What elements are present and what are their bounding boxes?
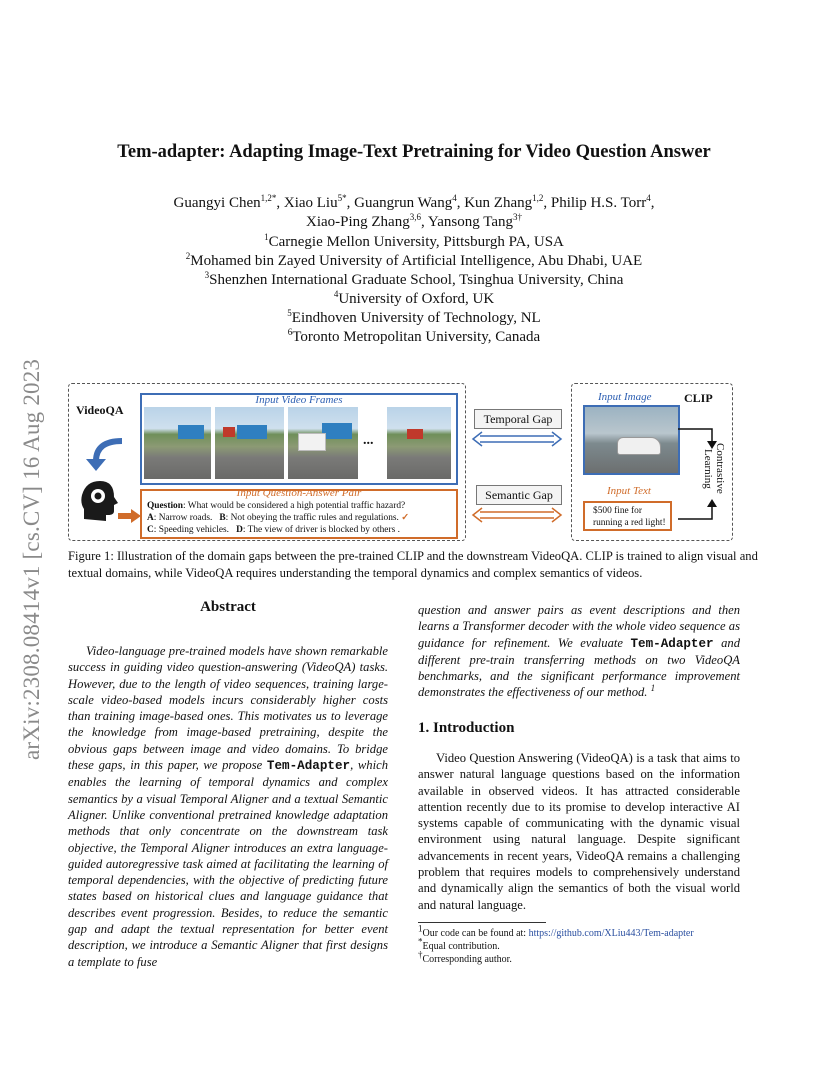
truck-shape xyxy=(322,423,352,439)
option-key: C xyxy=(147,524,154,535)
aff-sup: 6 xyxy=(287,327,293,337)
truck-cab-shape xyxy=(407,429,423,439)
input-text-label: Input Text xyxy=(607,485,651,497)
qa-pair-label: Input Question-Answer Pair xyxy=(236,487,362,499)
question-text: : What would be considered a high potential traffic hazard? xyxy=(182,501,406,511)
check-icon: ✓ xyxy=(401,512,410,523)
aff-text: Carnegie Mellon University, Pittsburgh PA, USA xyxy=(268,234,564,250)
semantic-gap-arrow xyxy=(470,507,564,523)
affiliation xyxy=(60,328,768,347)
videoqa-label: VideoQA xyxy=(76,403,124,417)
author-sup: 5* xyxy=(337,193,347,203)
abstract-left-column xyxy=(68,643,388,970)
abstract-text: and different pre-train transferring methods on two VideoQA benchmarks, and the significant performance improvement demonstrates the effectiveness of our method. xyxy=(418,635,740,700)
aff-sup: 3 xyxy=(204,270,210,280)
arrow-right-icon xyxy=(118,509,142,523)
option-key: B xyxy=(219,512,226,523)
introduction-heading: 1. Introduction xyxy=(418,720,515,736)
abstract-heading: Abstract xyxy=(200,599,256,615)
author-name: , Guangrun Wang xyxy=(346,195,453,211)
code-link[interactable]: https://github.com/XLiu443/Tem-adapter xyxy=(528,928,694,939)
question-key: Question xyxy=(147,501,183,511)
car-shape xyxy=(617,437,661,455)
footnote-mark: † xyxy=(418,949,423,960)
footnote-text: Equal contribution. xyxy=(422,941,500,952)
author-sup: 1,2 xyxy=(532,193,544,203)
truck-cab-shape xyxy=(223,427,235,437)
contrastive-word: Contrastive xyxy=(714,443,726,494)
footnote-text: Our code can be found at: xyxy=(422,928,529,939)
abstract-right-column xyxy=(418,602,740,701)
head-brain-icon xyxy=(78,479,118,523)
qa-text xyxy=(147,501,453,536)
abstract-text: , which enables the learning of temporal dynamics and complex semantics by a visual Temporal Aligner and a textual Semantic Aligner. Unlike conventional pretrained knowledge adaptation methods that only concentrate on the downstream task objective, the Temporal Aligner introduces an extra language-guided autoregressive task aimed at facilitating the learning of temporal dependencies, with the objective of predicting future states based on historical clues and language guidance that describes event progression. Besides, to reduce the semantic gap and adapt the textual representation for better event description, we introduce a Semantic Aligner that first designs a template to fuse xyxy=(68,758,388,969)
figure-caption: Figure 1: Illustration of the domain gaps between the pre-trained CLIP and the downstream VideoQA. CLIP is trained to align visual and textual domains, while VideoQA requires understanding the temporal dynamics and complex semantics of videos. xyxy=(68,549,758,580)
aff-text: Eindhoven University of Technology, NL xyxy=(291,310,541,326)
author-name: Guangyi Chen xyxy=(173,195,261,211)
option-text: : Narrow roads. xyxy=(153,512,213,523)
clip-label: CLIP xyxy=(684,391,713,405)
text-line: running a red light! xyxy=(593,518,666,528)
aff-text: University of Oxford, UK xyxy=(338,291,495,307)
option-text: : Not obeying the traffic rules and regulations. xyxy=(225,512,399,523)
author-sup: 3,6 xyxy=(409,212,421,222)
footnote-rule xyxy=(418,922,546,923)
option-text: : The view of driver is blocked by others . xyxy=(242,524,400,535)
footnote-mark: 1 xyxy=(418,923,423,934)
aff-text: Toronto Metropolitan University, Canada xyxy=(292,329,541,345)
author-sup: 4 xyxy=(646,193,651,203)
contrastive-learning-label xyxy=(702,443,726,494)
frames-ellipsis: ... xyxy=(363,433,374,448)
footnote-corresponding xyxy=(418,949,512,966)
footnote-text: Corresponding author. xyxy=(422,954,512,965)
input-image xyxy=(583,405,680,475)
learning-word: Learning xyxy=(702,449,714,489)
aff-text: Mohamed bin Zayed University of Artificial Intelligence, Abu Dhabi, UAE xyxy=(190,253,643,269)
input-video-frames-label: Input Video Frames xyxy=(255,394,343,406)
video-frame xyxy=(387,407,451,479)
input-image-label: Input Image xyxy=(598,391,652,403)
figure-1 xyxy=(68,383,750,543)
author-sup: 4 xyxy=(452,193,457,203)
text-line: $500 fine for xyxy=(593,506,642,516)
aff-sup: 2 xyxy=(185,251,191,261)
author-sup: 1,2* xyxy=(260,193,277,203)
abstract-text: question and answer pairs as event descriptions and then learns a Transformer decoder with the whole video sequence as guidance for refinement. We evaluate xyxy=(418,603,740,650)
affiliation xyxy=(60,290,768,309)
introduction-text: Video Question Answering (VideoQA) is a task that aims to answer natural language questions based on the information available in observed videos. It has attracted considerable attention recently due to its promise to develop interactive AI systems capable of communicating with the dynamic visual environment using natural language. Despite significant advancements in recent years, VideoQA remains a challenging problem that requires models to comprehensively understand and dynamically align the semantics of both the visual world and natural language. xyxy=(418,751,740,912)
author-list xyxy=(60,194,768,232)
temporal-gap-arrow xyxy=(470,431,564,447)
input-text-box xyxy=(583,501,672,531)
author-name: , Kun Zhang xyxy=(456,195,533,211)
aff-sup: 1 xyxy=(264,232,269,242)
video-frame xyxy=(144,407,211,479)
option-key: A xyxy=(147,512,154,523)
author-name: Xiao-Ping Zhang xyxy=(305,214,410,230)
paper-title: Tem-adapter: Adapting Image-Text Pretraining for Video Question Answer xyxy=(117,142,711,162)
option-text: : Speeding vehicles. xyxy=(153,524,230,535)
method-name: Tem-Adapter xyxy=(266,759,351,774)
semantic-gap-label: Semantic Gap xyxy=(476,485,562,505)
footnote-equal xyxy=(418,936,500,953)
footnote-ref: 1 xyxy=(650,683,656,694)
affiliation xyxy=(60,252,768,271)
author-name: , Philip H.S. Torr xyxy=(543,195,647,211)
truck-shape xyxy=(237,425,267,439)
abstract-text: Video-language pre-trained models have shown remarkable success in guiding video question-answering (VideoQA) tasks. However, due to the length of video sequences, training large-scale video-based models incurs considerably higher costs than training image-based ones. This motivates us to leverage the knowledge from image-based pretraining, despite the obvious gaps between image and video domains. To bridge these gaps, in this paper, we propose xyxy=(68,644,388,773)
video-frame xyxy=(288,407,358,479)
video-frame xyxy=(215,407,284,479)
footnote-mark: * xyxy=(418,936,423,947)
footnote-code xyxy=(418,923,694,940)
temporal-gap-label: Temporal Gap xyxy=(474,409,562,429)
affiliation xyxy=(60,309,768,328)
author-sup: 3† xyxy=(513,212,522,222)
option-key: D xyxy=(236,524,243,535)
aff-sup: 4 xyxy=(333,289,339,299)
truck-shape xyxy=(178,425,204,439)
method-name: Tem-Adapter xyxy=(630,636,714,651)
aff-text: Shenzhen International Graduate School, Tsinghua University, China xyxy=(209,272,624,288)
white-van-shape xyxy=(298,433,326,451)
arxiv-side-label: arXiv:2308.08414v1 [cs.CV] 16 Aug 2023 xyxy=(19,358,44,760)
affiliation xyxy=(60,271,768,290)
author-name: , Xiao Liu xyxy=(276,195,338,211)
aff-sup: 5 xyxy=(287,308,292,318)
author-name: , Yansong Tang xyxy=(420,214,513,230)
affiliation xyxy=(60,233,768,252)
curved-arrow-icon xyxy=(82,435,132,473)
author-sep: , xyxy=(650,195,655,211)
